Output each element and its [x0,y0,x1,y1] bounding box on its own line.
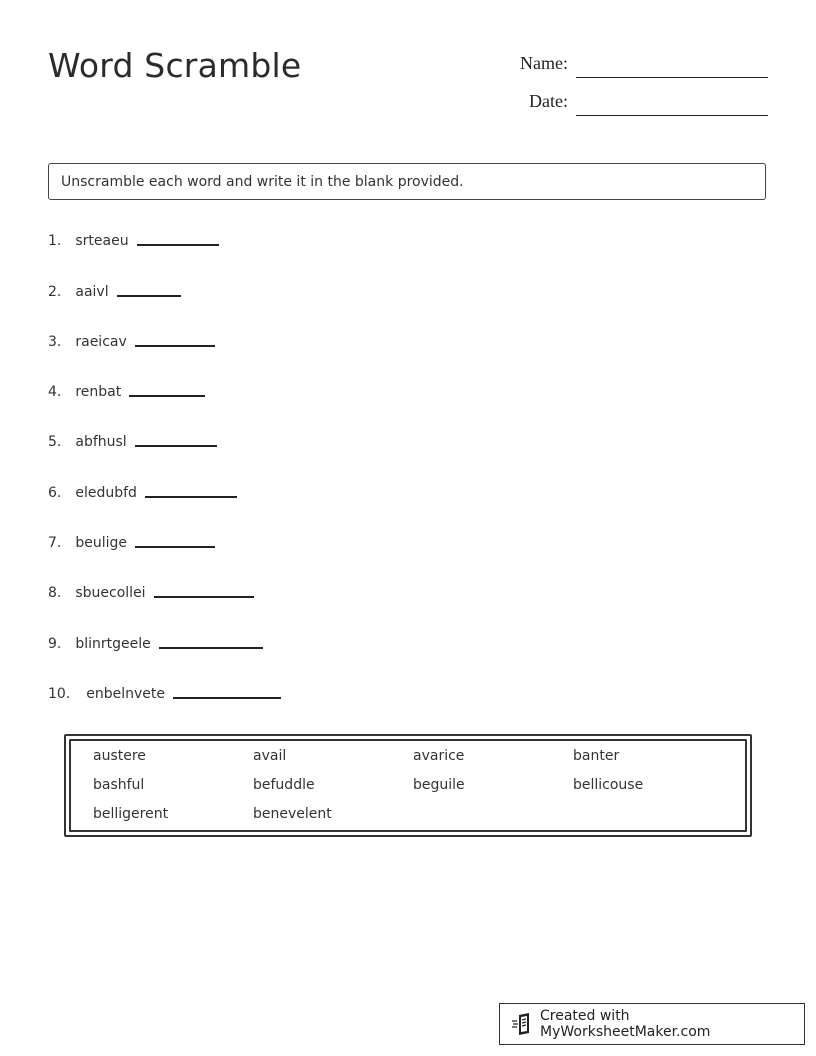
word-bank-item: avail [253,748,287,764]
scrambled-word: eledubfd [75,485,137,501]
worksheet-title: Word Scramble [48,46,302,85]
word-bank-item: befuddle [253,777,315,793]
scrambled-word: beulige [75,535,128,551]
answer-blank[interactable] [135,529,215,548]
answer-blank[interactable] [137,227,219,246]
scrambled-word: sbuecollei [75,585,146,601]
answer-blank[interactable] [173,680,281,699]
question-number: 6. [48,485,62,501]
question-item [48,482,237,504]
instructions-box [48,163,766,200]
word-bank-item: beguile [413,777,465,793]
question-number: 10. [48,686,71,702]
answer-blank[interactable] [159,630,263,649]
question-item [48,582,254,604]
word-bank-inner-border [69,739,747,832]
question-item [48,281,181,303]
answer-blank[interactable] [129,378,205,397]
question-item [48,683,281,705]
question-item [48,331,215,353]
question-number: 4. [48,384,62,400]
scrambled-word: aaivl [75,284,109,300]
date-label: Date: [529,91,568,111]
word-bank-item: belligerent [93,806,169,822]
question-item [48,532,215,554]
answer-blank[interactable] [135,328,215,347]
question-number: 3. [48,334,62,350]
answer-blank[interactable] [154,579,254,598]
question-item [48,381,205,403]
answer-blank[interactable] [135,428,217,447]
word-bank-item: bashful [93,777,145,793]
question-number: 5. [48,434,62,450]
question-item [48,431,217,453]
word-bank-item: banter [573,748,620,764]
worksheet-maker-logo-icon [512,1013,532,1035]
name-label: Name: [520,53,568,73]
answer-blank[interactable] [117,278,181,297]
question-item [48,633,263,655]
word-bank-item: austere [93,748,146,764]
instructions-text: Unscramble each word and write it in the blank provided. [61,174,464,190]
question-number: 8. [48,585,62,601]
scrambled-word: renbat [75,384,122,400]
footer-credit-text: Created with MyWorksheetMaker.com [540,1008,711,1040]
scrambled-word: blinrtgeele [75,636,151,652]
question-number: 2. [48,284,62,300]
name-field-line[interactable] [576,77,768,78]
question-number: 1. [48,233,62,249]
scrambled-word: enbelnvete [86,686,166,702]
question-number: 7. [48,535,62,551]
answer-blank[interactable] [145,479,237,498]
question-number: 9. [48,636,62,652]
question-item [48,230,219,252]
word-bank-item: avarice [413,748,465,764]
word-bank-item: bellicouse [573,777,644,793]
date-field-line[interactable] [576,115,768,116]
word-bank-item: benevelent [253,806,332,822]
scrambled-word: srteaeu [75,233,129,249]
word-bank [64,734,752,837]
footer-credit[interactable] [499,1003,805,1045]
scrambled-word: raeicav [75,334,127,350]
scrambled-word: abfhusl [75,434,127,450]
